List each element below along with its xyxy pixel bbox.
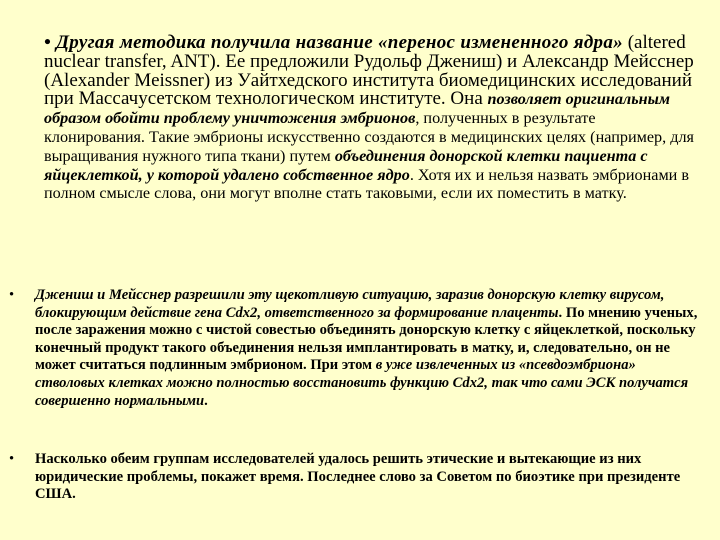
emphasis-avoid-embryo-destruction: позволяет оригинальным образом обойти проблему уничтожения эмбрионов: [44, 90, 670, 128]
bullet-item-jaenisch-meissner: [9, 287, 699, 410]
paragraph-text-2: , полученных в результате клонирования. Такие эмбрионы искусственно создаются в медицинских целях (например, для выращивания нужного типа ткани) путем: [44, 109, 695, 165]
paragraph-lead-normal: (altered nuclear transfer, ANT). Ее предложили Рудольф Джениш) и Александр Мейсснер (Alexander Meissner) из Уайтхедского института биомедицинских исследований при Массачусетском технологическом институте. Она: [44, 32, 694, 110]
emphasis-donor-cell-merge: объединения донорской клетки пациента с яйцеклеткой, у которой удалено собственное ядро: [44, 146, 648, 184]
bullet-part-bold-2: .: [204, 392, 208, 409]
bullet-marker: •: [9, 287, 15, 303]
bullet-part-italic-1: Джениш и Мейсснер разрешили эту щекотливую ситуацию, заразив донорскую клетку вирусом, блокирующим действие гена Cdx2, ответственного за формирование плаценты: [35, 287, 665, 321]
bullet-text: [35, 287, 699, 410]
bullet-marker: •: [9, 451, 15, 467]
paragraph-lead-italic: • Другая методика получила название «перенос измененного ядра»: [44, 32, 623, 53]
bullet-part-italic-2: в уже извлеченных из «псевдоэмбриона» стволовых клетках можно полностью восстановить функцию Cdx2, так что сами ЭСК получатся совершенно нормальными: [35, 357, 689, 409]
bullet-item-ethics-conclusion: [9, 451, 699, 504]
paragraph-text-3: . Хотя их и нельзя назвать эмбрионами в полном смысле слова, они могут вполне стать таковыми, если их поместить в матку.: [44, 165, 690, 203]
bullet-text: Насколько обеим группам исследователей удалось решить этические и вытекающие из них юридические проблемы, покажет время. Последнее слово за Советом по биоэтике при президенте США.: [35, 451, 681, 503]
bullet-part-bold-1: . По мнению ученых, после заражения можно с чистой совестью объединять донорскую клетку с яйцеклеткой, поскольку конечный продукт такого объединения нельзя имплантировать в матку, и, следовательно, он не может считаться подлинным эмбрионом. При этом: [35, 304, 698, 374]
paragraph-ant-method: [44, 34, 694, 203]
